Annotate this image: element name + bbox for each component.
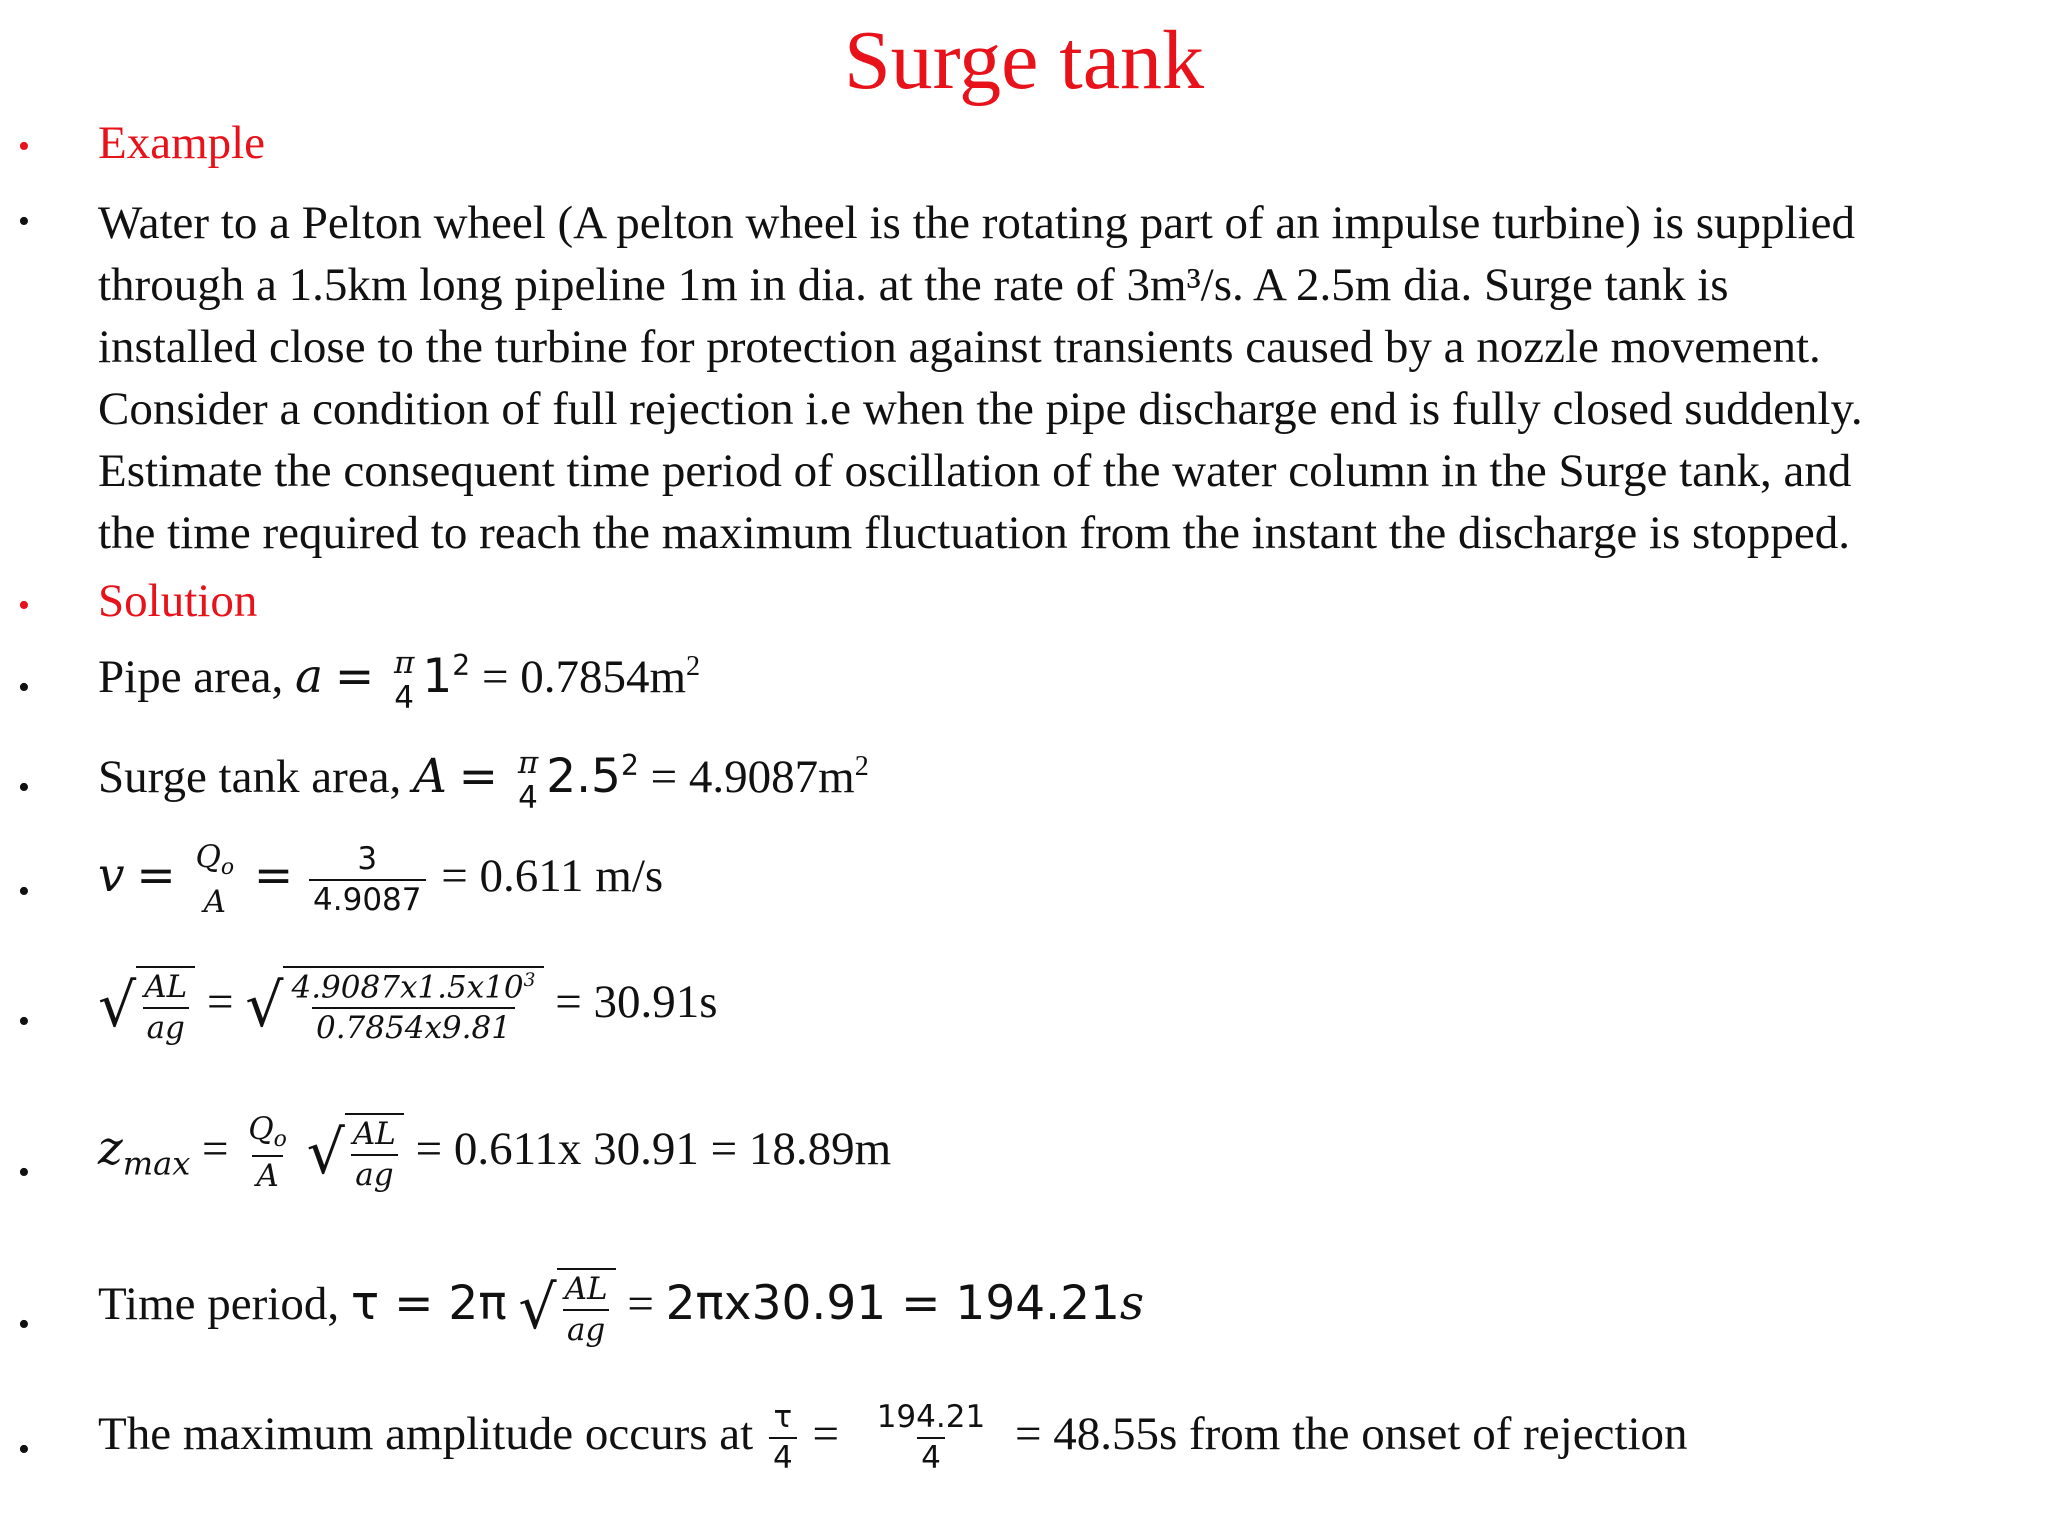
problem-line: Water to a Pelton wheel (A pelton wheel is the rotating part of an impulse turbine) is supplied xyxy=(98,197,1855,249)
problem-line: the time required to reach the maximum fluctuation from the instant the discharge is stopped. xyxy=(98,507,1851,559)
pipe-area-equation: Pipe area, a = π 4 $1^2 = 0.7854m^2$ xyxy=(98,645,701,716)
square-root: √ $\frac{AL}{ag}$ xyxy=(98,966,195,1046)
square-root: √ $\frac{AL}{ag}$ xyxy=(518,1268,615,1348)
tank-area-equation: Surge tank area, A = π 4 $2.5^2 = 4.9087m^2$ xyxy=(98,745,869,816)
solution-heading: Solution xyxy=(98,575,258,627)
page-title: Surge tank xyxy=(843,14,1205,107)
square-root: √ $\frac{4.9087x1.5x10^3}{0.7854x9.81}$ xyxy=(245,966,543,1046)
bullet-dot: • xyxy=(18,769,30,806)
bullet-dot: • xyxy=(18,587,30,624)
problem-line: Estimate the consequent time period of oscillation of the water column in the Surge tank, and xyxy=(98,445,1852,497)
fraction: $\frac{AL}{ag}$ xyxy=(352,1116,396,1193)
bullet-dot: • xyxy=(18,128,30,165)
bullet-dot: • xyxy=(18,1431,30,1468)
velocity-equation: v = $Q_o$ A = $\frac{3}{4.9087}$ = 0.611 m/s xyxy=(98,839,664,921)
fraction: $\frac{3}{4.9087}$ xyxy=(309,844,425,916)
bullet-dot: • xyxy=(18,873,30,910)
fraction: π 4 xyxy=(517,745,539,816)
sqrt-ratio-equation: √ $\frac{AL}{ag}$ = √ $\frac{4.9087x1.5x10^3}{0.7854x9.81}$ = 30.91s xyxy=(98,966,718,1046)
fraction: $\frac{AL}{ag}$ xyxy=(144,969,188,1046)
example-heading: Example xyxy=(98,117,266,169)
fraction: $\frac{\tau}{4}$ xyxy=(769,1402,797,1474)
bullet-dot: • xyxy=(18,1003,30,1040)
fraction: $\frac{194.21}{4}$ xyxy=(876,1399,986,1476)
time-period-equation: Time period, τ = 2π √ $\frac{AL}{ag}$ = 2πx30.91 = 194.21s xyxy=(98,1268,1144,1348)
problem-line: through a 1.5km long pipeline 1m in dia. at the rate of 3m³/s. A 2.5m dia. Surge tank is xyxy=(98,259,1729,311)
problem-statement xyxy=(98,192,1863,564)
fraction: $\frac{Q_o}{A}$ xyxy=(248,1110,287,1195)
fraction: π 4 xyxy=(393,645,415,716)
max-amplitude-equation: The maximum amplitude occurs at $\frac{\tau}{4}$ = $\frac{194.21}{4}$ = 48.55s from the onset of rejection xyxy=(98,1399,1688,1476)
fraction: $Q_o$ A xyxy=(195,839,235,921)
problem-line: installed close to the turbine for protection against transients caused by a nozzle movement. xyxy=(98,321,1821,373)
zmax-equation: $z_{max}$ = $\frac{Q_o}{A}$ √ $\frac{AL}{ag}$ = 0.611x 30.91 = 18.89m xyxy=(98,1110,892,1195)
bullet-dot: • xyxy=(18,1306,30,1343)
bullet-dot: • xyxy=(18,669,30,706)
bullet-dot: • xyxy=(18,1154,30,1191)
problem-line: Consider a condition of full rejection i.e when the pipe discharge end is fully closed suddenly. xyxy=(98,383,1863,435)
fraction: $\frac{4.9087x1.5x10^3}{0.7854x9.81}$ xyxy=(291,969,536,1047)
square-root: √ $\frac{AL}{ag}$ xyxy=(307,1113,404,1193)
fraction: $\frac{AL}{ag}$ xyxy=(564,1271,608,1348)
bullet-dot: • xyxy=(18,203,30,240)
